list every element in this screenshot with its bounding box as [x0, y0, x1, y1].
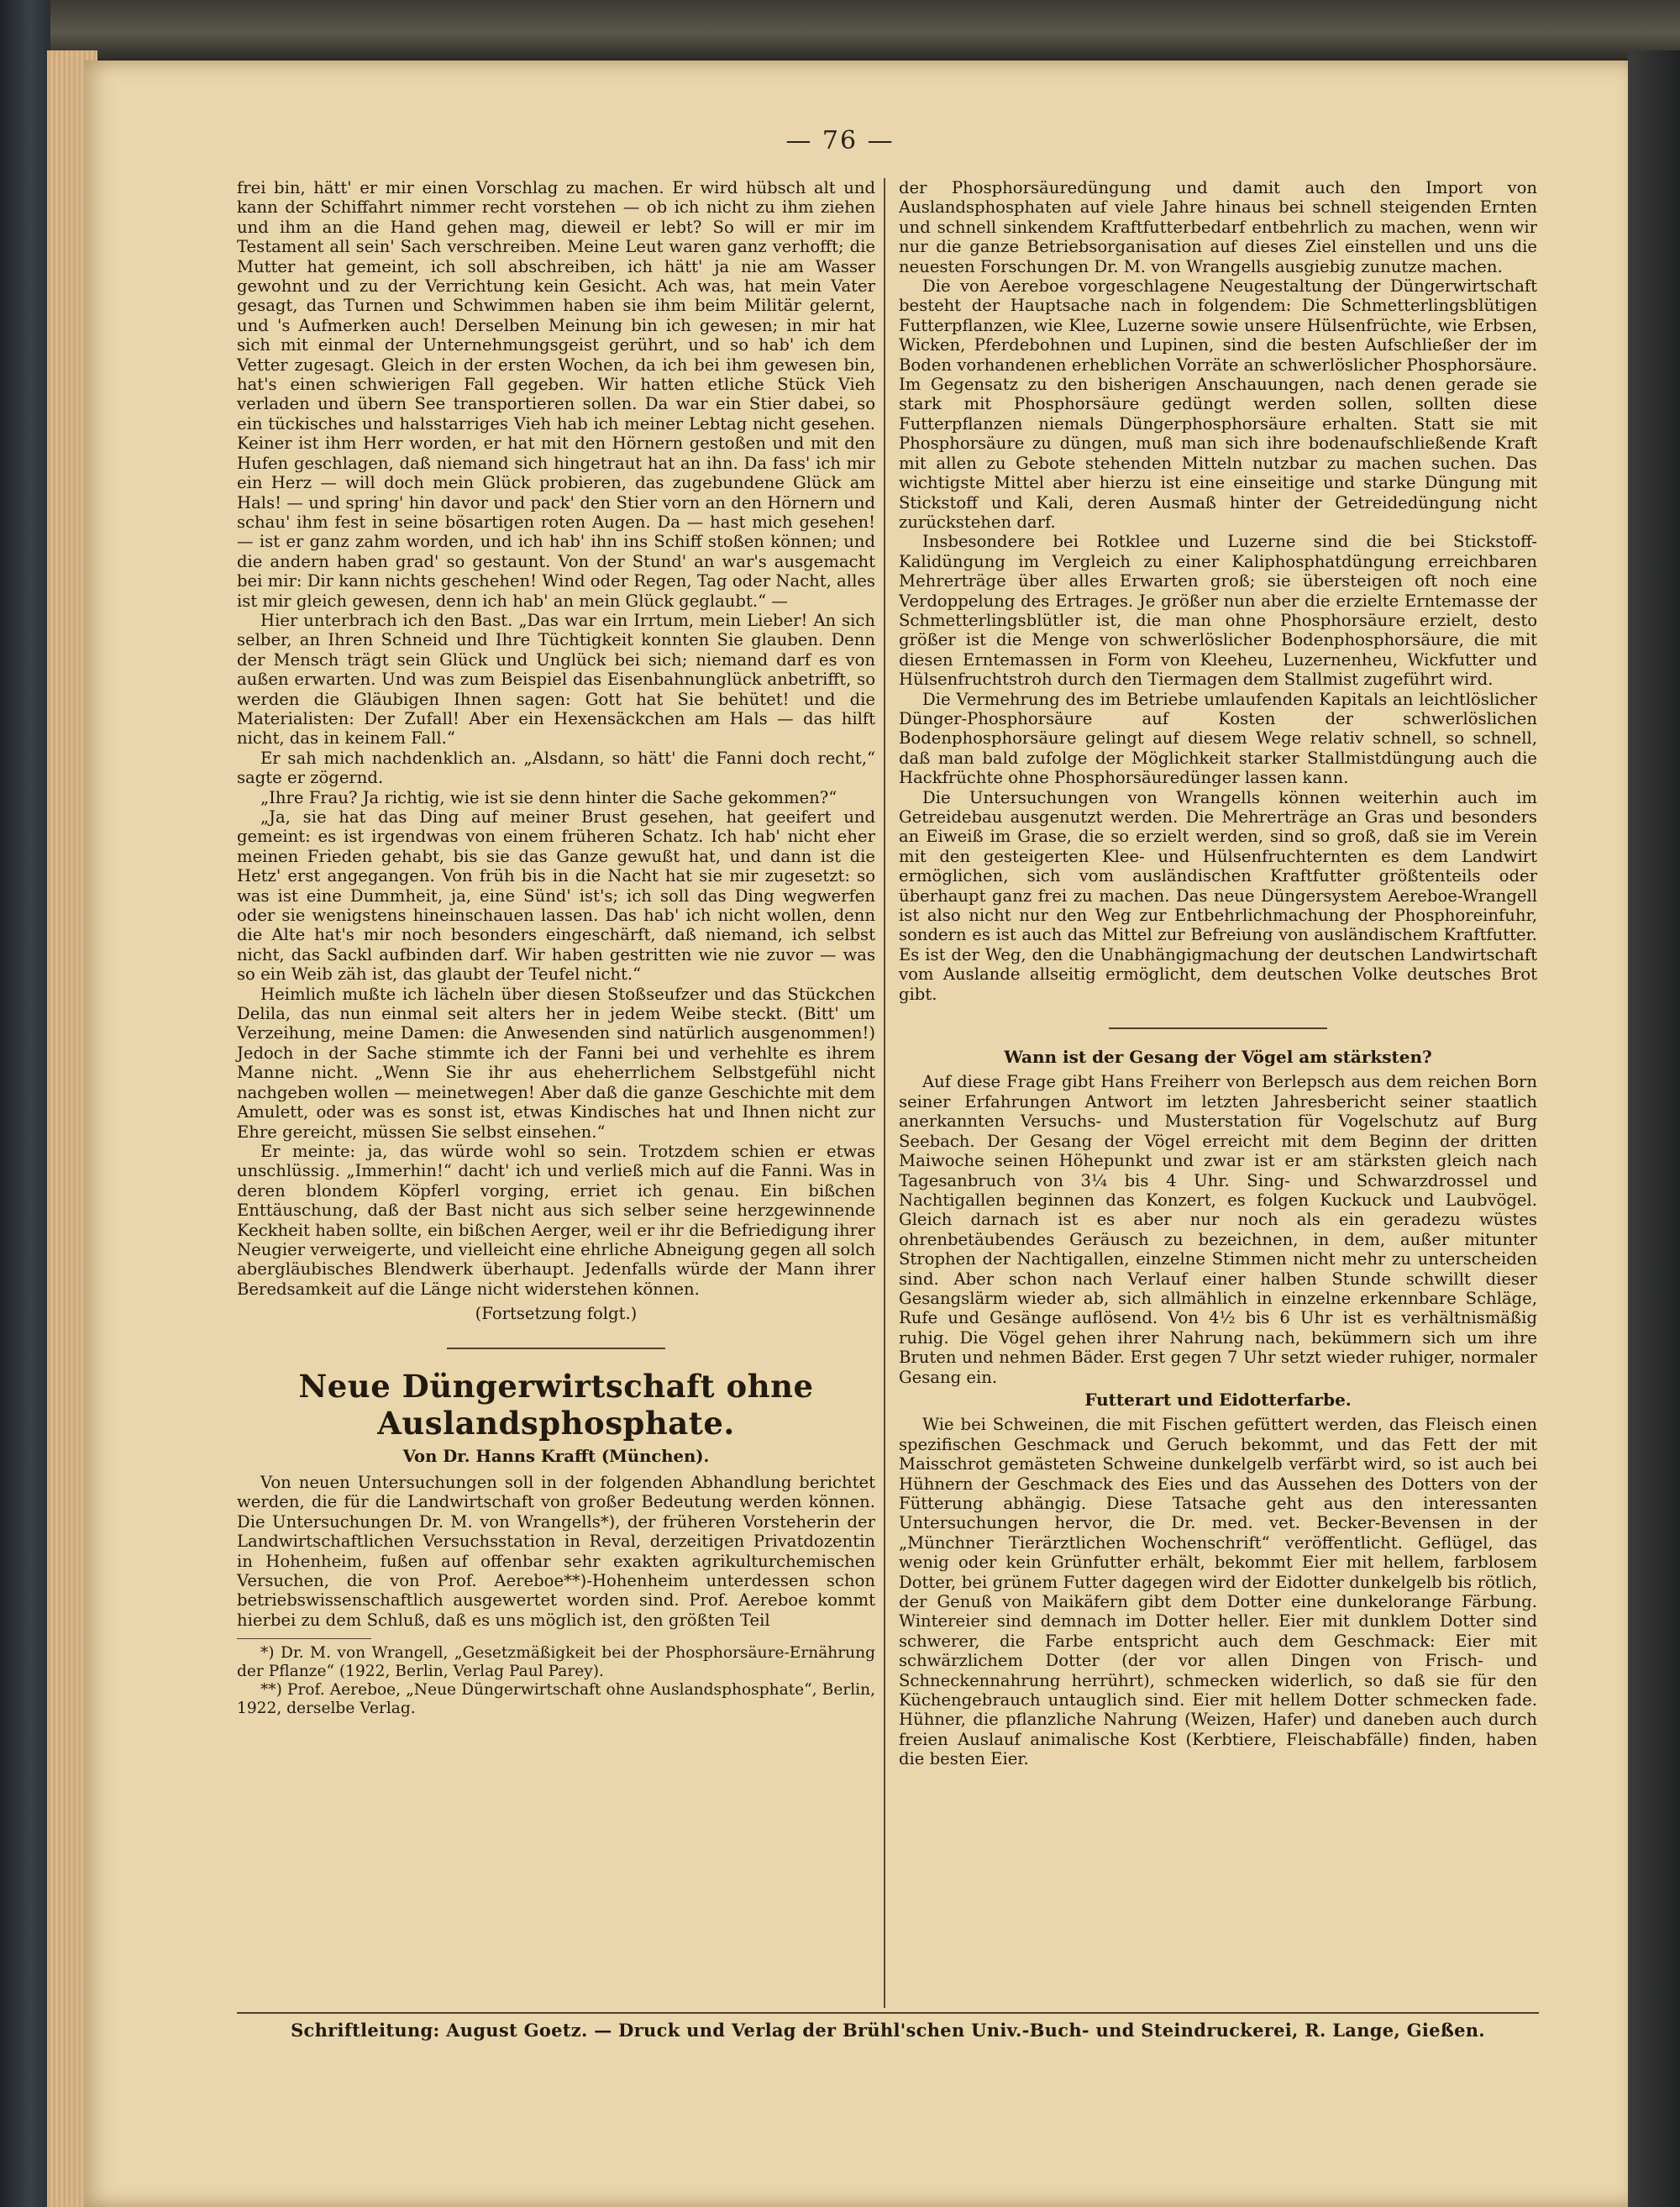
story-paragraph: Hier unterbrach ich den Bast. „Das war ein Irrtum, mein Lieber! An sich selber, an Ihren Schneid und Ihre Tüchtigkeit konnten Sie glauben. Denn der Mensch trägt sein Glück und Unglück bei sich; niemand darf es von außen erwarten. Und was zum Beispiel das Eisenbahnunglück anbetrifft, so werden die Gläubigen Ihnen sagen: Gott hat Sie behütet! und die Materialisten: Der Zufall! Aber ein Hexensäckchen am Hals — das hilft nicht, das in keinem Fall.“ — [237, 610, 875, 749]
book-cover-left — [0, 0, 50, 2207]
story-paragraph: Heimlich mußte ich lächeln über diesen Stoßseufzer und das Stückchen Delila, das nun einmal seit alters her in jedem Weibe steckt. (Bitt' um Verzeihung, meine Damen: die Anwesenden sind natürlich ausgenommen!) Jedoch in der Sache stimmte ich der Fanni bei und verhehlte es ihrem Manne nicht. „Wenn Sie ihr aus eheherrlichem Selbstgefühl nicht nachgeben wollen — meinetwegen! Aber daß die ganze Geschichte mit dem Amulett, oder was es sonst ist, etwas Kindisches hat und Ihnen nicht zur Ehre gereicht, müssen Sie selbst einsehen.“ — [237, 984, 875, 1142]
continuation-note: (Fortsetzung folgt.) — [475, 1304, 638, 1324]
article-paragraph: Die Vermehrung des im Betriebe umlaufenden Kapitals an leichtlöslicher Dünger-Phosphorsäure auf Kosten der schwerlöslichen Bodenphosphorsäure gelingt auf diesem Wege relativ schnell, so schnell, daß man bald zufolge der Möglichkeit starker Stallmistdüngung auch die Hackfrüchte ohne Phosphorsäuredünger lassen kann. — [899, 689, 1537, 788]
book-cover-right — [1628, 50, 1680, 2207]
article-byline: Von Dr. Hanns Krafft (München). — [402, 1446, 710, 1466]
story-paragraph: frei bin, hätt' er mir einen Vorschlag zu machen. Er wird hübsch alt und kann der Schiffahrt nimmer recht vorstehen — ob ich nicht zu ihm ziehen und ihm an die Hand gehen mag, dieweil er lebt? So will er mir im Testament all sein' Sach verschreiben. Meine Leut waren ganz verhofft; die Mutter hat gemeint, ich soll abschreiben, ich hätt' ja nie am Wasser gewohnt und zu der Verrichtung kein Gesicht. Ach was, hat mein Vater gesagt, das Turnen und Schwimmen haben sie ihm beim Militär gelernt, und 's Aufmerken auch! Derselben Meinung bin ich gewesen; in mir hat sich mit einmal der Unternehmungsgeist gerührt, und so hab' ich dem Vetter zugesagt. Gleich in der ersten Wochen, da ich bei ihm gewesen bin, hat's einen schwierigen Fall gegeben. Wir hatten etliche Stück Vieh verladen und übern See transportieren sollen. Da war ein Stier dabei, so ein tückisches und halsstarriges Vieh hab ich meiner Lebtag nicht gesehen. Keiner ist ihm Herr worden, er hat mit den Hörnern gestoßen und mit den Hufen geschlagen, daß niemand sich hingetraut hat an ihn. Da fass' ich mir ein Herz — will doch mein Glück probieren, das zugebundene Glück am Hals! — und spring' hin davor und pack' den Stier vorn an den Hörnern und schau' ihm fest in seine bösartigen roten Augen. Da — hast mich gesehen! — ist er ganz zahm worden, und ich hab' ihn ins Schiff stoßen können; und die andern haben grad' so gestaunt. Von der Stund' an war's ausgemacht bei mir: Dir kann nichts geschehen! Wind oder Regen, Tag oder Nacht, alles ist mir gleich gewesen, denn ich hab' an mein Glück geglaubt.“ — — [237, 178, 875, 611]
footnote-rule — [237, 1638, 371, 1639]
imprint: Schriftleitung: August Goetz. — Druck und Verlag der Brühl'schen Univ.-Buch- und Steindruckerei, R. Lange, Gießen. — [291, 2020, 1485, 2041]
imprint-rule — [237, 2012, 1539, 2014]
birds-article-title: Wann ist der Gesang der Vögel am stärksten? — [1004, 1047, 1432, 1068]
right-column — [899, 178, 1537, 1769]
story-paragraph: Er sah mich nachdenklich an. „Alsdann, so hätt' die Fanni doch recht,“ sagte er zögernd. — [237, 748, 875, 788]
article-paragraph: der Phosphorsäuredüngung und damit auch den Import von Auslandsphosphaten auf viele Jahre hinaus bei schnell steigenden Ernten und schnell sinkendem Kraftfutterbedarf entbehrlich zu machen, wenn wir nur die ganze Betriebsorganisation auf dieses Ziel einstellen und uns die neuesten Forschungen Dr. M. von Wrangells ausgiebig zunutze machen. — [899, 178, 1537, 276]
story-paragraph: „Ja, sie hat das Ding auf meiner Brust gesehen, hat geeifert und gemeint: es ist irgendwas von einem früheren Schatz. Ich hab' nicht eher meinen Frieden gehabt, bis sie das Ganze gewußt hat, und dann ist die Hetz' erst angegangen. Von früh bis in die Nacht hat sie mir zugesetzt: so was ist eine Dummheit, ja, eine Sünd' ist's; ich soll das Ding wegwerfen oder sie wenigstens hineinschauen lassen. Das hab' ich nicht wollen, denn die Alte hat's mir noch besonders eingeschärft, daß niemand, ich selbst nicht, das Sackl aufbinden darf. Wir haben gestritten wie nie zuvor — was so ein Weib zäh ist, das glaubt der Teufel nicht.“ — [237, 807, 875, 985]
left-column — [237, 178, 875, 1718]
footnote: *) Dr. M. von Wrangell, „Gesetzmäßigkeit bei der Phosphorsäure-Ernährung der Pflanze“ (1922, Berlin, Verlag Paul Parey). — [237, 1644, 875, 1681]
page-number: — 76 — — [785, 126, 895, 155]
section-divider — [1109, 1027, 1327, 1029]
article-paragraph: Insbesondere bei Rotklee und Luzerne sind die bei Stickstoff-Kalidüngung im Vergleich zu einer Kaliphosphatdüngung erreichbaren Mehrerträge über alles Erwarten groß; sie übersteigen oft noch eine Verdoppelung des Ertrages. Je größer nun aber die erzielte Erntemasse der Schmetterlingsblütler ist, die man ohne Phosphorsäure erzielt, desto größer ist die Menge von schwerlöslicher Bodenphosphorsäure, die mit diesen Erntemassen in Form von Kleeheu, Luzernenheu, Wickfutter und Hülsenfruchtstroh durch den Tiermagen dem Stallmist zugeführt wird. — [899, 532, 1537, 690]
story-paragraph: „Ihre Frau? Ja richtig, wie ist sie denn hinter die Sache gekommen?“ — [260, 787, 837, 807]
column-rule — [884, 178, 885, 2008]
section-divider — [447, 1348, 665, 1349]
story-paragraph: Er meinte: ja, das würde wohl so sein. Trotzdem schien er etwas unschlüssig. „Immerhin!“ dacht' ich und verließ mich auf die Fanni. Was in deren blondem Köpferl vorging, erriet ich genau. Ein bißchen Enttäuschung, daß der Bast nicht aus sich selber seine herzgewinnende Keckheit haben sollte, ein bißchen Aerger, weil er ihr die Befriedigung ihrer Neugier verweigerte, und vielleicht eine ehrliche Abneigung gegen all solch abergläubisches Blendwerk überhaupt. Jedenfalls würde der Mann ihrer Beredsamkeit auf die Länge nicht widerstehen können. — [237, 1141, 875, 1299]
article-paragraph: Die von Aereboe vorgeschlagene Neugestaltung der Düngerwirtschaft besteht der Hauptsache nach in folgendem: Die Schmetterlingsblütigen Futterpflanzen, wie Klee, Luzerne sowie unsere Hülsenfrüchte, wie Erbsen, Wicken, Pferdebohnen und Lupinen, sind die besten Aufschließer der im Boden vorhandenen erheblichen Vorräte an schwerlöslicher Phosphorsäure. Im Gegensatz zu den bisherigen Anschauungen, nach denen gerade sie stark mit Phosphorsäure gedüngt werden sollen, sollten diese Futterpflanzen niemals Düngerphosphorsäure erhalten. Statt sie mit Phosphorsäure zu düngen, muß man sich ihre bodenaufschließende Kraft mit allen zu Gebote stehenden Mitteln nutzbar zu machen suchen. Das wichtigste Mittel aber hierzu ist eine einseitige und starke Düngung mit Stickstoff und Kali, deren Ausmaß hinter der Getreidedüngung nicht zurückstehen darf. — [899, 276, 1537, 532]
egg-article-paragraph: Wie bei Schweinen, die mit Fischen gefüttert werden, das Fleisch einen spezifischen Geschmack und Geruch bekommt, und das Fett der mit Maisschrot gemästeten Schweine dunkelgelb verfärbt wird, so ist auch bei Hühnern der Geschmack des Eies und das Aussehen des Dotters von der Fütterung abhängig. Diese Tatsache geht aus den interessanten Untersuchungen hervor, die Dr. med. vet. Becker-Bevensen in der „Münchner Tierärztlichen Wochenschrift“ veröffentlicht. Geflügel, das wenig oder kein Grünfutter erhält, bekommt Eier mit hellem, farblosem Dotter, bei grünem Futter dagegen wird der Eidotter dunkelgelb bis rötlich, der Genuß von Maikäfern gibt dem Dotter eine dunkelorange Färbung. Wintereier sind demnach im Dotter heller. Eier mit dunklem Dotter sind schwerer, die Farbe entspricht auch dem Geschmack: Eier mit schwärzlichem Dotter (der vor allen Dingen von Frisch- und Schneckennahrung herrührt), schmecken widerlich, so daß sie für den Küchengebrauch untauglich sind. Eier mit hellem Dotter schmecken fade. Hühner, die pflanzliche Nahrung (Weizen, Hafer) und daneben auch durch freien Auslauf animalische Kost (Kerbtiere, Fleischabfälle) finden, haben die besten Eier. — [899, 1415, 1537, 1769]
article-paragraph: Die Untersuchungen von Wrangells können weiterhin auch im Getreidebau ausgenutzt werden. Die Mehrerträge an Gras und besonders an Eiweiß im Grase, die so erzielt werden, sind so groß, daß sie im Verein mit den gesteigerten Klee- und Hülsenfruchternten es dem Landwirt ermöglichen, sich vom ausländischen Kraftfutter größtenteils oder überhaupt ganz frei zu machen. Das neue Düngersystem Aereboe-Wrangell ist also nicht nur den Weg zur Entbehrlichmachung der Phosphoreinfuhr, sondern es ist auch das Mittel zur Befreiung von ausländischem Kraftfutter. Es ist der Weg, den die Unabhängigmachung der deutschen Landwirtschaft vom Auslande allseitig ermöglicht, dem deutschen Volke deutsches Brot gibt. — [899, 787, 1537, 1004]
article-paragraph: Von neuen Untersuchungen soll in der folgenden Abhandlung berichtet werden, die für die Landwirtschaft von großer Bedeutung werden können. Die Untersuchungen Dr. M. von Wrangells*), der früheren Vorsteherin der Landwirtschaftlichen Versuchsstation in Reval, derzeitigen Privatdozentin in Hohenheim, fußen auf offenbar sehr exakten agrikulturchemischen Versuchen, die von Prof. Aereboe**)-Hohenheim unterdessen schon betriebswissenschaftlich ausgewertet worden sind. Prof. Aereboe kommt hierbei zu dem Schluß, daß es uns möglich ist, den größten Teil — [237, 1472, 875, 1630]
egg-article-title: Futterart und Eidotterfarbe. — [1084, 1389, 1352, 1410]
footnote: **) Prof. Aereboe, „Neue Düngerwirtschaft ohne Auslandsphosphate“, Berlin, 1922, derselbe Verlag. — [237, 1681, 875, 1718]
birds-article-paragraph: Auf diese Frage gibt Hans Freiherr von Berlepsch aus dem reichen Born seiner Erfahrungen Antwort im letzten Jahresbericht seiner staatlich anerkannten Versuchs- und Musterstation für Vogelschutz auf Burg Seebach. Der Gesang der Vögel erreicht mit dem Beginn der dritten Maiwoche seinen Höhepunkt und zwar ist er am stärksten gleich nach Tagesanbruch von 3¼ bis 4 Uhr. Sing- und Schwarzdrossel und Nachtigallen beginnen das Konzert, es folgen Kuckuck und Laubvögel. Gleich darnach ist es aber nur noch als ein geradezu wüstes ohrenbetäubendes Geräusch zu bezeichnen, in dem, außer mitunter Strophen der Nachtigallen, einzelne Stimmen nicht mehr zu unterscheiden sind. Aber schon nach Verlauf einer halben Stunde schwillt dieser Gesangslärm wieder ab, sich allmählich in einzelne erkennbare Schläge, Rufe und Gesänge auflösend. Von 4½ bis 6 Uhr ist es verhältnismäßig ruhig. Die Vögel gehen ihrer Nahrung nach, bekümmern sich um ihre Bruten und nehmen Bäder. Erst gegen 7 Uhr setzt wieder ruhiger, normaler Gesang ein. — [899, 1072, 1537, 1387]
book-top-edge — [0, 0, 1680, 59]
article-title: Neue Düngerwirtschaft ohne Auslandsphosphate. — [298, 1367, 814, 1442]
footnotes — [237, 1638, 875, 1718]
